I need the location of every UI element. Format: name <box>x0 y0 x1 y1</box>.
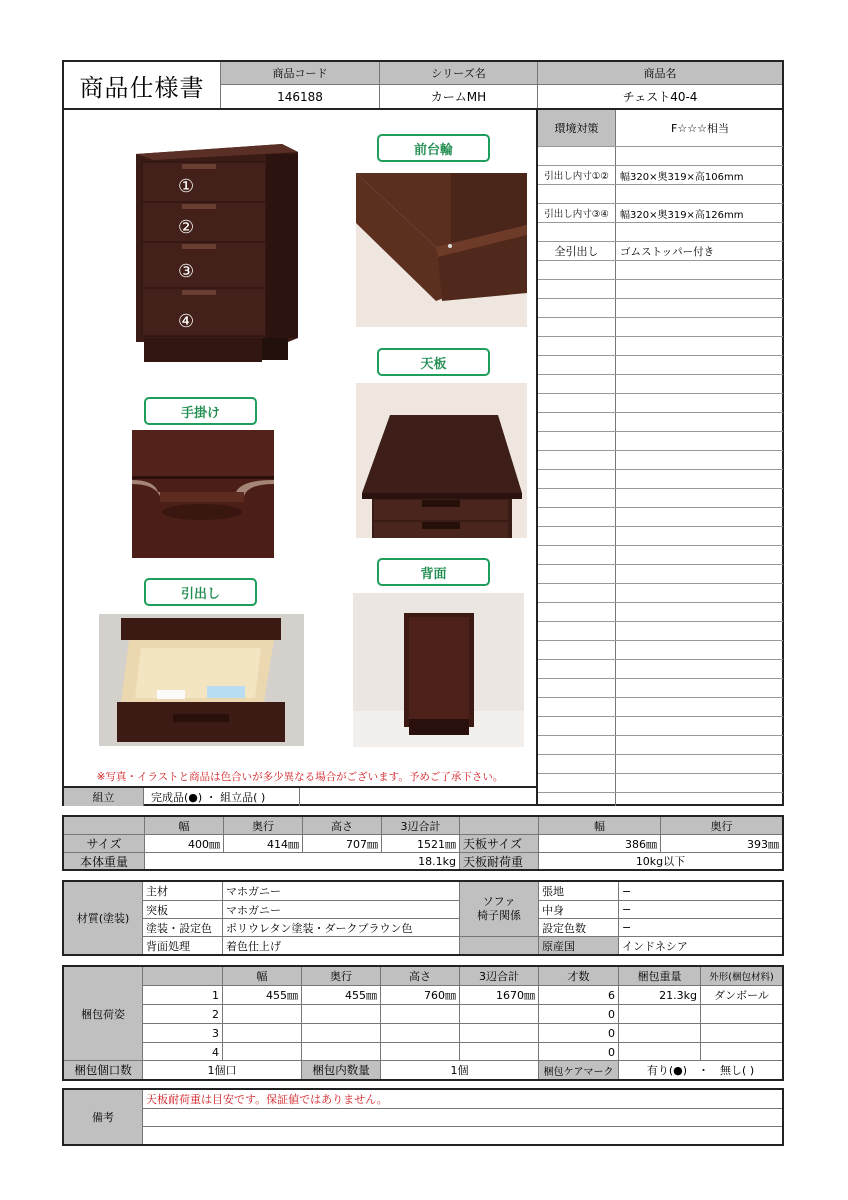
pack-cell-weight <box>618 1023 700 1042</box>
spec-row-empty <box>538 469 783 488</box>
spec-value <box>617 394 783 412</box>
pack-cell-sai: 0 <box>538 1023 618 1042</box>
drawer-photo <box>99 614 304 746</box>
spec-row-drawer-inner-34 <box>538 203 783 222</box>
spec-key <box>538 698 616 716</box>
pack-header-height: 高さ <box>380 967 459 985</box>
product-code-label: 商品コード <box>220 62 379 84</box>
spec-key <box>538 280 616 298</box>
pack-cell-sum: 1670㎜ <box>459 985 538 1004</box>
spec-row-empty <box>538 621 783 640</box>
page-title-text: 商品仕様書 <box>79 73 205 102</box>
spec-value <box>617 223 783 241</box>
pack-cell-d <box>301 1023 380 1042</box>
pack-cell-weight <box>618 1042 700 1061</box>
material-key-back: 背面処理 <box>142 936 222 954</box>
front-base-photo <box>356 173 527 327</box>
pack-header-width: 幅 <box>222 967 301 985</box>
spec-value <box>617 660 783 678</box>
spec-key <box>538 508 616 526</box>
spec-key <box>538 793 616 806</box>
remarks-line-2 <box>142 1108 782 1126</box>
spec-row-blank <box>538 146 783 165</box>
pack-care-mark-value: 有り(●) ・ 無し( ) <box>618 1060 782 1079</box>
spec-value: 幅320×奥319×高126mm <box>620 209 744 221</box>
spec-value <box>617 622 783 640</box>
spec-value <box>617 356 783 374</box>
size-header-blank <box>64 817 144 834</box>
spec-row-drawer-inner-12 <box>538 165 783 184</box>
spec-row-empty <box>538 640 783 659</box>
spec-row-empty <box>538 678 783 697</box>
spec-key <box>538 679 616 697</box>
pack-inner-qty-value: 1個 <box>380 1060 538 1079</box>
sofa-value-colors: − <box>618 918 782 936</box>
spec-key <box>538 489 616 507</box>
remarks-line-1: 天板耐荷重は目安です。保証値ではありません。 <box>142 1090 782 1108</box>
top-board-illustration <box>356 383 527 538</box>
spec-row-empty <box>538 260 783 279</box>
color-disclaimer: ※写真・イラストと商品は色合いが多少異なる場合がございます。予めご了承下さい。 <box>96 770 504 783</box>
spec-value <box>617 470 783 488</box>
spec-key <box>538 584 616 602</box>
spec-row-empty <box>538 374 783 393</box>
spec-value <box>617 299 783 317</box>
spec-key <box>538 622 616 640</box>
size-header-depth: 奥行 <box>223 817 302 834</box>
pack-cell-no: 4 <box>142 1042 222 1061</box>
spec-row-empty <box>538 507 783 526</box>
spec-row-full-extension <box>538 241 783 260</box>
spec-row-empty <box>538 697 783 716</box>
spec-key: 引出し内寸③④ <box>538 204 616 222</box>
pack-header-weight: 梱包重量 <box>618 967 700 985</box>
spec-key <box>538 223 616 241</box>
pack-cell-w <box>222 1023 301 1042</box>
spec-value <box>617 546 783 564</box>
spec-row-empty <box>538 583 783 602</box>
handle-illustration <box>132 430 274 558</box>
size-header-width: 幅 <box>144 817 223 834</box>
weight-label: 本体重量 <box>64 852 144 869</box>
size-depth-value: 414㎜ <box>223 834 302 852</box>
spec-row-empty <box>538 602 783 621</box>
spec-key <box>538 147 616 165</box>
spec-value <box>617 185 783 203</box>
pack-cell-material <box>700 1004 782 1023</box>
spec-row-empty <box>538 279 783 298</box>
spec-value <box>617 489 783 507</box>
main-product-photo <box>132 142 300 364</box>
pack-cell-sum <box>459 1042 538 1061</box>
material-key-veneer: 突板 <box>142 900 222 918</box>
spec-row-empty <box>538 298 783 317</box>
material-value-back: 着色仕上げ <box>222 936 459 954</box>
page-title <box>64 62 220 108</box>
sofa-key-upholstery: 張地 <box>538 882 618 900</box>
drawer-illustration <box>99 614 304 746</box>
spec-row-empty <box>538 431 783 450</box>
pack-cell-weight: 21.3kg <box>618 985 700 1004</box>
label-front-base: 前台輪 <box>377 134 490 162</box>
pack-cell-w <box>222 1004 301 1023</box>
sofa-label-line2: 椅子関係 <box>477 909 521 922</box>
material-value-main: マホガニー <box>222 882 459 900</box>
spec-row-empty <box>538 336 783 355</box>
pack-cell-no: 1 <box>142 985 222 1004</box>
spec-key <box>538 736 616 754</box>
front-base-illustration <box>356 173 527 327</box>
material-label: 材質(塗装) <box>64 882 142 954</box>
spec-row-empty <box>538 450 783 469</box>
top-header-depth: 奥行 <box>660 817 782 834</box>
spec-value <box>617 717 783 735</box>
spec-row-empty <box>538 412 783 431</box>
pack-header-material: 外形(梱包材料) <box>700 967 782 985</box>
top-load-label: 天板耐荷重 <box>459 852 538 869</box>
pack-header-blank <box>142 967 222 985</box>
size-width-value: 400㎜ <box>144 834 223 852</box>
spec-value <box>617 641 783 659</box>
spec-value <box>617 375 783 393</box>
packaging-label: 梱包荷姿 <box>64 967 142 1060</box>
spec-row-empty <box>538 545 783 564</box>
product-name-value: チェスト40-4 <box>537 84 782 108</box>
spec-row-empty <box>538 754 783 773</box>
pack-cell-material <box>700 1042 782 1061</box>
spec-key <box>538 318 616 336</box>
spec-value <box>617 527 783 545</box>
spec-row-empty <box>538 773 783 792</box>
pack-cell-sum <box>459 1023 538 1042</box>
spec-row-blank <box>538 184 783 203</box>
spec-value <box>617 603 783 621</box>
spec-key <box>538 375 616 393</box>
pack-cell-d <box>301 1042 380 1061</box>
spec-row-empty <box>538 564 783 583</box>
spec-key <box>538 413 616 431</box>
origin-value: インドネシア <box>618 936 782 954</box>
origin-label: 原産国 <box>538 936 618 954</box>
spec-value <box>617 774 783 792</box>
spec-key <box>538 603 616 621</box>
spec-value <box>617 337 783 355</box>
series-value: カームMH <box>379 84 537 108</box>
sofa-label-line1: ソファ <box>482 895 516 908</box>
weight-value: 18.1kg <box>144 852 459 869</box>
spec-value <box>617 755 783 773</box>
spec-key <box>538 451 616 469</box>
spec-key: 環境対策 <box>538 110 616 146</box>
remarks-line-3 <box>142 1126 782 1144</box>
material-key-main: 主材 <box>142 882 222 900</box>
top-size-width-value: 386㎜ <box>538 834 660 852</box>
spec-value <box>617 698 783 716</box>
spec-value <box>617 432 783 450</box>
spec-key <box>538 660 616 678</box>
spec-value <box>617 280 783 298</box>
spec-value <box>617 508 783 526</box>
spec-key <box>538 717 616 735</box>
pack-cell-sai: 0 <box>538 1004 618 1023</box>
spec-key <box>538 337 616 355</box>
spec-value <box>617 147 783 165</box>
pack-count-label: 梱包個口数 <box>64 1060 142 1079</box>
spec-key <box>538 565 616 583</box>
spec-key <box>538 774 616 792</box>
pack-cell-h: 760㎜ <box>380 985 459 1004</box>
spec-key: 引出し内寸①② <box>538 166 616 184</box>
spec-value <box>617 318 783 336</box>
assembly-label: 組立 <box>64 788 144 806</box>
pack-cell-d: 455㎜ <box>301 985 380 1004</box>
spec-key <box>538 641 616 659</box>
spec-value: F☆☆☆相当 <box>671 122 729 135</box>
spec-key <box>538 755 616 773</box>
size-header-height: 高さ <box>302 817 381 834</box>
label-top-board: 天板 <box>377 348 490 376</box>
spec-key <box>538 356 616 374</box>
series-label: シリーズ名 <box>379 62 537 84</box>
spec-value <box>617 736 783 754</box>
pack-cell-w <box>222 1042 301 1061</box>
spec-row-environment <box>538 110 783 146</box>
spec-row-blank <box>538 222 783 241</box>
material-value-finish: ポリウレタン塗装・ダークブラウン色 <box>222 918 459 936</box>
spec-value <box>617 584 783 602</box>
pack-cell-material: ダンボール <box>700 985 782 1004</box>
drawer-number-4: ④ <box>178 311 195 332</box>
spec-value <box>617 451 783 469</box>
spec-key <box>538 299 616 317</box>
top-board-photo <box>356 383 527 538</box>
back-photo <box>353 593 524 747</box>
sofa-key-filling: 中身 <box>538 900 618 918</box>
spec-key <box>538 261 616 279</box>
pack-cell-material <box>700 1023 782 1042</box>
size-sum-value: 1521㎜ <box>381 834 459 852</box>
size-header-sum: 3辺合計 <box>381 817 459 834</box>
pack-cell-sum <box>459 1004 538 1023</box>
sofa-value-filling: − <box>618 900 782 918</box>
pack-cell-no: 2 <box>142 1004 222 1023</box>
assembly-value: 完成品(●) ・ 組立品( ) <box>148 788 300 806</box>
drawer-number-1: ① <box>178 176 195 197</box>
spec-row-empty <box>538 735 783 754</box>
size-label: サイズ <box>64 834 144 852</box>
spec-key <box>538 185 616 203</box>
pack-cell-no: 3 <box>142 1023 222 1042</box>
spec-value: ゴムストッパー付き <box>620 245 715 258</box>
top-header-width: 幅 <box>538 817 660 834</box>
spec-value: 幅320×奥319×高106mm <box>620 171 744 183</box>
pack-header-depth: 奥行 <box>301 967 380 985</box>
pack-cell-sai: 0 <box>538 1042 618 1061</box>
top-header-blank <box>459 817 538 834</box>
chest-illustration <box>132 142 300 364</box>
size-height-value: 707㎜ <box>302 834 381 852</box>
product-code-value: 146188 <box>220 84 379 108</box>
pack-care-mark-label: 梱包ケアマーク <box>538 1060 618 1079</box>
spec-key <box>538 470 616 488</box>
material-value-veneer: マホガニー <box>222 900 459 918</box>
back-illustration <box>353 593 524 747</box>
label-drawer: 引出し <box>144 578 257 606</box>
spec-row-empty <box>538 317 783 336</box>
origin-label-blank <box>459 936 538 954</box>
spec-row-empty <box>538 659 783 678</box>
pack-cell-h <box>380 1023 459 1042</box>
spec-value <box>617 261 783 279</box>
spec-value <box>617 565 783 583</box>
pack-header-sum: 3辺合計 <box>459 967 538 985</box>
spec-key <box>538 546 616 564</box>
spec-row-empty <box>538 792 783 806</box>
spec-key <box>538 432 616 450</box>
pack-cell-sai: 6 <box>538 985 618 1004</box>
pack-cell-h <box>380 1004 459 1023</box>
pack-cell-w: 455㎜ <box>222 985 301 1004</box>
label-back: 背面 <box>377 558 490 586</box>
material-key-finish: 塗装・設定色 <box>142 918 222 936</box>
spec-row-empty <box>538 716 783 735</box>
product-name-label: 商品名 <box>537 62 782 84</box>
spec-row-empty <box>538 393 783 412</box>
sofa-value-upholstery: − <box>618 882 782 900</box>
pack-cell-h <box>380 1042 459 1061</box>
sofa-key-colors: 設定色数 <box>538 918 618 936</box>
spec-key <box>538 527 616 545</box>
top-size-depth-value: 393㎜ <box>660 834 782 852</box>
pack-header-sai: 才数 <box>538 967 618 985</box>
pack-inner-qty-label: 梱包内数量 <box>301 1060 380 1079</box>
top-size-label: 天板サイズ <box>459 834 538 852</box>
spec-key <box>538 394 616 412</box>
remarks-label: 備考 <box>64 1090 142 1144</box>
pack-cell-d <box>301 1004 380 1023</box>
spec-value <box>617 679 783 697</box>
label-handle: 手掛け <box>144 397 257 425</box>
sofa-label <box>459 882 538 936</box>
spec-key: 全引出し <box>538 242 616 260</box>
pack-cell-weight <box>618 1004 700 1023</box>
pack-count-value: 1個口 <box>142 1060 301 1079</box>
handle-photo <box>132 430 274 558</box>
spec-row-empty <box>538 355 783 374</box>
drawer-number-2: ② <box>178 217 195 238</box>
drawer-number-3: ③ <box>178 261 195 282</box>
top-load-value: 10kg以下 <box>538 852 782 869</box>
spec-value <box>617 413 783 431</box>
spec-value <box>617 793 783 806</box>
spec-row-empty <box>538 526 783 545</box>
spec-row-empty <box>538 488 783 507</box>
